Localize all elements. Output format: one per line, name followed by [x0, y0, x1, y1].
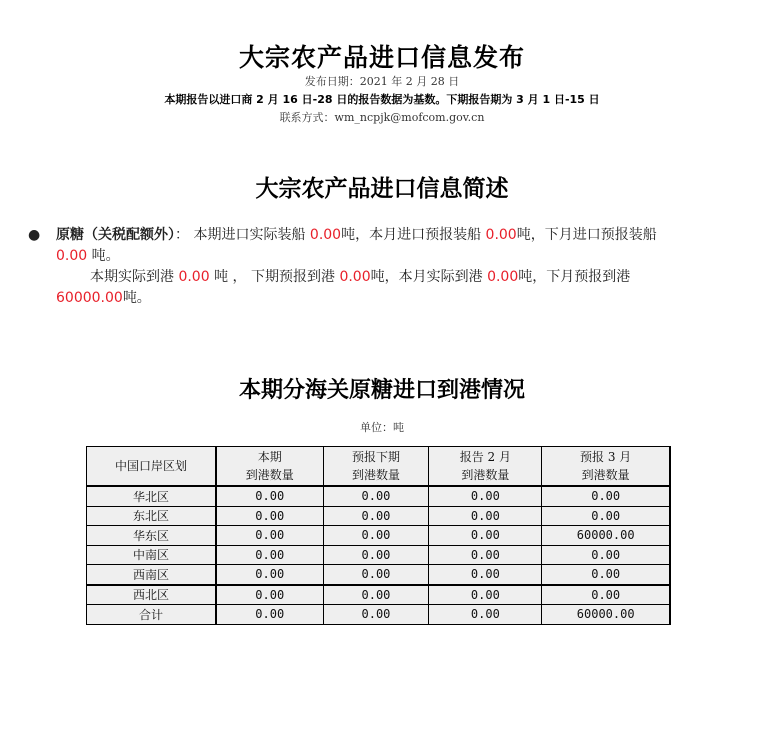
arrival-table — [86, 446, 671, 625]
actual-shipment-value: 0.00 — [309, 227, 342, 243]
header-label: 到港数量 — [581, 468, 630, 482]
header-label: 中国口岸区划 — [114, 459, 187, 473]
table-row — [87, 585, 671, 605]
value-cell: 0.00 — [542, 565, 670, 585]
value-cell: 0.00 — [429, 545, 542, 565]
table-row — [87, 526, 671, 546]
summary-text: 吨。 — [91, 248, 120, 264]
value-cell: 0.00 — [323, 486, 429, 506]
total-value-cell: 0.00 — [429, 605, 542, 625]
value-cell: 0.00 — [542, 545, 670, 565]
value-cell: 0.00 — [216, 585, 323, 605]
value-cell: 0.00 — [429, 506, 542, 526]
contact-info: 联系方式：wm_ncpjk@mofcom.gov.cn — [279, 111, 485, 124]
total-value-cell: 0.00 — [216, 605, 323, 625]
summary-text: 吨，本月实际到港 — [370, 269, 483, 285]
summary-text: 吨，本月进口预报装船 — [341, 227, 482, 243]
summary-text: 吨 ， 下期预报到港 — [214, 269, 335, 285]
value-cell: 0.00 — [542, 486, 670, 506]
table-title: 本期分海关原糖进口到港情况 — [238, 378, 525, 403]
value-cell: 60000.00 — [542, 526, 670, 546]
total-label-cell: 合计 — [87, 605, 217, 625]
value-cell: 0.00 — [429, 585, 542, 605]
table-row — [87, 486, 671, 506]
value-cell: 0.00 — [323, 565, 429, 585]
next-period-forecast-arrival-value: 0.00 — [339, 269, 371, 285]
bullet-icon: ● — [28, 227, 41, 243]
commodity-label: 原糖（关税配额外） — [56, 227, 175, 243]
value-cell: 0.00 — [323, 545, 429, 565]
header-region — [87, 447, 217, 487]
header-label: 到港数量 — [461, 468, 510, 482]
header-feb-report — [429, 447, 542, 487]
value-cell: 0.00 — [323, 526, 429, 546]
header-label: 到港数量 — [351, 468, 400, 482]
summary-text: 吨。 — [122, 290, 151, 306]
value-cell: 0.00 — [216, 506, 323, 526]
table-header-row — [87, 447, 671, 487]
next-month-forecast-arrival-value: 60000.00 — [56, 290, 123, 306]
header-label: 预报 3 月 — [580, 450, 632, 464]
colon: ： — [175, 227, 189, 243]
header-label: 本期 — [257, 450, 282, 464]
region-cell: 西南区 — [87, 565, 217, 585]
month-actual-arrival-value: 0.00 — [487, 269, 519, 285]
next-month-forecast-shipment-value: 0.00 — [56, 248, 88, 264]
value-cell: 0.00 — [323, 506, 429, 526]
total-value-cell: 60000.00 — [542, 605, 670, 625]
publish-date: 发布日期：2021 年 2 月 28 日 — [304, 75, 460, 88]
summary-section-title: 大宗农产品进口信息简述 — [255, 176, 509, 202]
table-row — [87, 545, 671, 565]
summary-text: 吨，下月进口预报装船 — [516, 227, 657, 243]
summary-text: 本期实际到港 — [90, 269, 174, 285]
value-cell: 0.00 — [323, 585, 429, 605]
table-row — [87, 506, 671, 526]
value-cell: 0.00 — [216, 486, 323, 506]
table-total-row — [87, 605, 671, 625]
report-period-notice: 本期报告以进口商 2 月 16 日-28 日的报告数据为基数。下期报告期为 3 月 1 日-15 日 — [164, 93, 600, 106]
value-cell: 0.00 — [429, 526, 542, 546]
value-cell: 0.00 — [429, 486, 542, 506]
summary-body — [56, 225, 758, 309]
value-cell: 0.00 — [216, 545, 323, 565]
summary-text: 本期进口实际装船 — [193, 227, 306, 243]
page-title: 大宗农产品进口信息发布 — [238, 43, 525, 72]
summary-item — [28, 225, 758, 309]
summary-text: 吨，下月预报到港 — [518, 269, 631, 285]
header-label: 到港数量 — [245, 468, 294, 482]
header-next-forecast — [323, 447, 429, 487]
actual-arrival-value: 0.00 — [178, 269, 210, 285]
table-row — [87, 565, 671, 585]
value-cell: 0.00 — [542, 506, 670, 526]
value-cell: 0.00 — [542, 585, 670, 605]
unit-label: 单位：吨 — [360, 421, 404, 434]
region-cell: 华北区 — [87, 486, 217, 506]
value-cell: 0.00 — [429, 565, 542, 585]
region-cell: 中南区 — [87, 545, 217, 565]
month-forecast-shipment-value: 0.00 — [485, 227, 517, 243]
region-cell: 西北区 — [87, 585, 217, 605]
region-cell: 华东区 — [87, 526, 217, 546]
header-mar-forecast — [542, 447, 670, 487]
header-label: 报告 2 月 — [459, 450, 511, 464]
value-cell: 0.00 — [216, 565, 323, 585]
header-label: 预报下期 — [351, 450, 400, 464]
header-current-period — [216, 447, 323, 487]
total-value-cell: 0.00 — [323, 605, 429, 625]
value-cell: 0.00 — [216, 526, 323, 546]
region-cell: 东北区 — [87, 506, 217, 526]
